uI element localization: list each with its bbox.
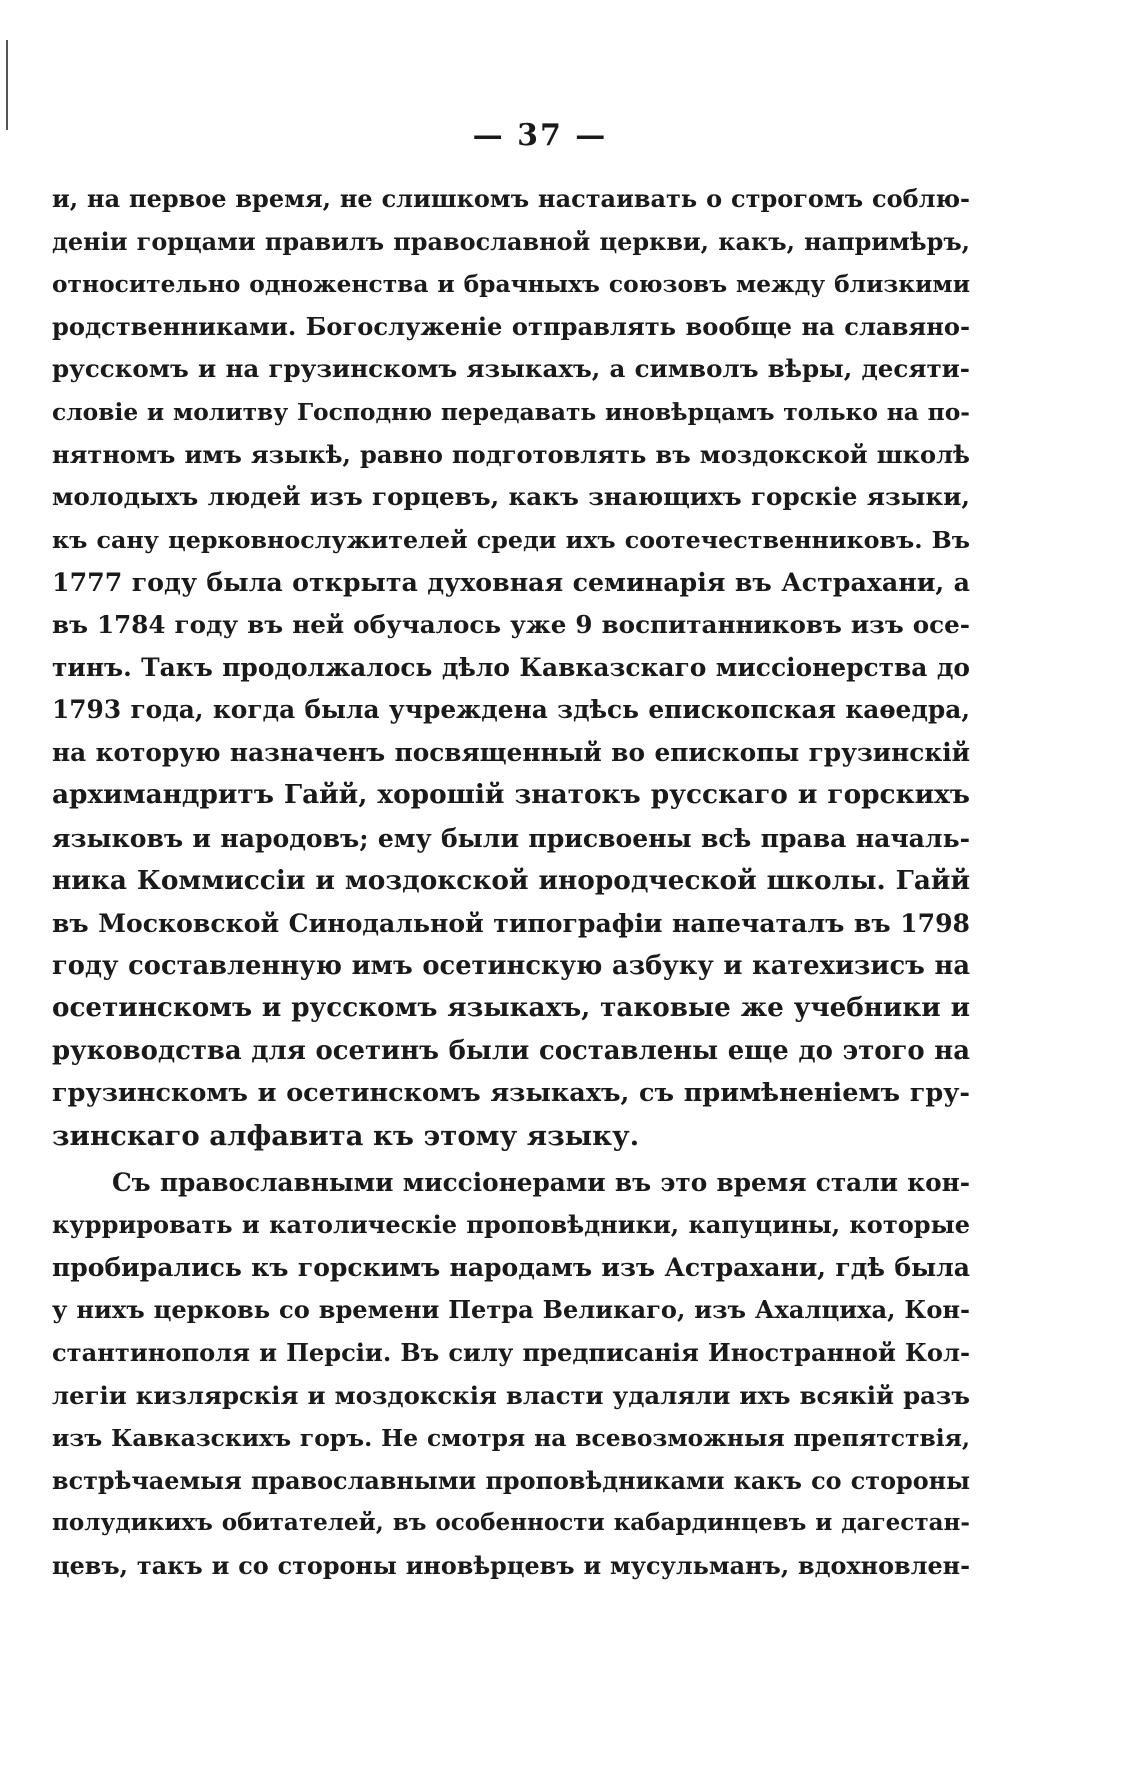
text-line: встрѣчаемыя православными проповѣдниками какъ со стороны [52, 1466, 970, 1495]
text-line: относительно одноженства и брачныхъ союзовъ между близкими [52, 270, 970, 299]
text-line: полудикихъ обитателей, въ особенности кабардинцевъ и дагестан- [52, 1509, 970, 1537]
text-line: родственниками. Богослуженіе отправлять вообще на славяно- [52, 311, 970, 341]
text-line: 1777 году была открыта духовная семинарія въ Астрахани, а [52, 567, 970, 598]
text-line: году составленную имъ осетинскую азбуку и катехизисъ на [52, 950, 970, 981]
text-line: руководства для осетинъ были составлены еще до этого на [52, 1035, 970, 1066]
body-text [52, 178, 970, 1588]
text-line: куррировать и католическіе проповѣдники, капуцины, которые [52, 1210, 970, 1240]
paragraph-1 [52, 178, 970, 1158]
text-line: стантинополя и Персіи. Въ силу предписанія Иностранной Кол- [52, 1338, 970, 1368]
text-line: легіи кизлярскія и моздокскія власти удаляли ихъ всякій разъ [52, 1380, 970, 1410]
text-line: ника Коммиссіи и моздокской инородческой школы. Гайй [52, 864, 970, 896]
text-line: и, на первое время, не слишкомъ настаивать о строгомъ соблю- [52, 184, 970, 213]
text-line: русскомъ и на грузинскомъ языкахъ, а символъ вѣры, десяти- [52, 354, 970, 384]
text-line: языковъ и народовъ; ему были присвоены всѣ права началь- [52, 822, 970, 853]
paragraph-2 [52, 1162, 970, 1588]
text-line: у нихъ церковь со времени Петра Великаго, изъ Ахалциха, Кон- [52, 1295, 970, 1325]
page-number: — 37 — [472, 118, 608, 153]
text-line: цевъ, такъ и со стороны иновѣрцевъ и мусульманъ, вдохновлен- [52, 1552, 970, 1580]
text-line: осетинскомъ и русскомъ языкахъ, таковые же учебники и [52, 992, 970, 1024]
scan-edge-mark [6, 40, 8, 130]
text-line: на которую назначенъ посвященный во епископы грузинскій [52, 737, 970, 767]
text-line: нятномъ имъ языкѣ, равно подготовлять въ моздокской школѣ [52, 439, 970, 469]
text-line: въ Московской Синодальной типографіи напечаталъ въ 1798 [52, 908, 970, 939]
text-line: архимандритъ Гайй, хорошій знатокъ русскаго и горскихъ [52, 779, 970, 811]
text-line: къ сану церковнослужителей среди ихъ соотечественниковъ. Въ [52, 525, 970, 554]
text-line: тинъ. Такъ продолжалось дѣло Кавказскаго миссіонерства до [52, 652, 970, 682]
text-line: пробирались къ горскимъ народамъ изъ Астрахани, гдѣ была [52, 1252, 970, 1282]
text-line: изъ Кавказскихъ горъ. Не смотря на всевозможныя препятствія, [52, 1424, 970, 1453]
text-line: словіе и молитву Господню передавать иновѣрцамъ только на по- [52, 397, 970, 426]
text-line: Съ православными миссіонерами въ это время стали кон- [112, 1167, 970, 1197]
text-line: грузинскомъ и осетинскомъ языкахъ, съ примѣненіемъ гру- [52, 1078, 970, 1109]
text-line: деніи горцами правилъ православной церкви, какъ, напримѣръ, [52, 227, 970, 256]
text-line: въ 1784 году въ ней обучалось уже 9 воспитанниковъ изъ осе- [52, 609, 970, 639]
text-line: молодыхъ людей изъ горцевъ, какъ знающихъ горскіе языки, [52, 482, 970, 512]
text-line: зинскаго алфавита къ этому языку. [52, 1120, 640, 1153]
text-line: 1793 года, когда была учреждена здѣсь епископская каѳедра, [52, 695, 970, 725]
